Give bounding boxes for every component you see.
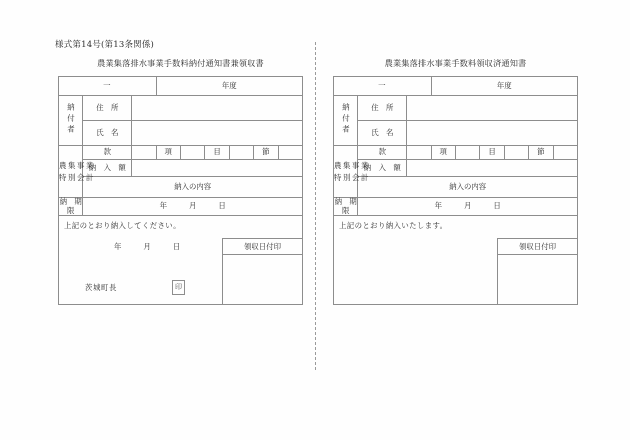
address-value[interactable] — [132, 96, 303, 121]
setsu-value[interactable] — [278, 146, 302, 160]
form-number: 様式第14号(第13条関係) — [55, 40, 155, 50]
table-row-notice — [334, 216, 578, 305]
kan-value[interactable] — [407, 146, 431, 160]
moku-value[interactable] — [504, 146, 528, 160]
receipt-date-stamp-box — [497, 238, 577, 305]
receipt-date-stamp-area[interactable] — [498, 255, 577, 306]
form-copy-payment-notice-receipt — [58, 58, 303, 305]
name-label: 氏 名 — [358, 121, 407, 146]
table-row-due-date — [334, 198, 578, 216]
table-row-name — [59, 121, 303, 146]
table-row-budget-codes — [334, 146, 578, 160]
seal-icon: 印 — [172, 280, 185, 295]
ko-value[interactable] — [455, 146, 479, 160]
form-copy-payment-completed-notice — [333, 58, 578, 305]
account-label-cell: 農集事業 特別会計 — [334, 146, 358, 198]
table-row-notice — [59, 216, 303, 305]
notice-cell — [334, 216, 578, 305]
issue-year-label: 年 — [114, 242, 122, 252]
notice-cell — [59, 216, 303, 305]
form-title: 農業集落排水事業手数料領収済通知書 — [384, 58, 527, 68]
table-row-name — [334, 121, 578, 146]
address-value[interactable] — [407, 96, 578, 121]
account-label-cell: 農集事業 特別会計 — [59, 146, 83, 198]
amount-value[interactable] — [407, 160, 578, 177]
table-row-details — [334, 177, 578, 198]
due-month-label: 月 — [188, 201, 197, 211]
notice-text: 上記のとおり納入いたします。 — [339, 221, 448, 231]
due-date-value[interactable] — [83, 198, 303, 216]
ko-label: 項 — [431, 146, 455, 160]
due-day-label: 日 — [493, 201, 501, 211]
kan-label: 款 — [358, 146, 407, 160]
payer-label-cell: 納付者 — [334, 96, 358, 146]
table-row-budget-codes — [59, 146, 303, 160]
moku-value[interactable] — [229, 146, 253, 160]
dash-cell: 一 — [334, 77, 432, 96]
payer-label-cell: 納付者 — [59, 96, 83, 146]
table-row-fiscal-year — [59, 77, 303, 96]
address-label: 住 所 — [83, 96, 132, 121]
signer-name: 茨城町長 — [85, 283, 117, 293]
ko-value[interactable] — [180, 146, 204, 160]
setsu-label: 節 — [529, 146, 553, 160]
table-row-fiscal-year — [334, 77, 578, 96]
table-row-address — [334, 96, 578, 121]
receipt-date-stamp-label: 領収日付印 — [223, 239, 302, 255]
issue-date-line[interactable] — [114, 243, 180, 252]
address-label: 住 所 — [358, 96, 407, 121]
receipt-date-stamp-box — [222, 238, 302, 305]
receipt-date-stamp-label: 領収日付印 — [498, 239, 577, 255]
due-year-label: 年 — [434, 201, 442, 211]
kan-label: 款 — [83, 146, 132, 160]
issue-day-label: 日 — [172, 242, 181, 252]
name-label: 氏 名 — [83, 121, 132, 146]
form-table — [58, 76, 303, 305]
form-table — [333, 76, 578, 305]
due-date-label: 納 期 限 — [59, 197, 90, 215]
due-year-label: 年 — [159, 201, 167, 211]
table-row-address — [59, 96, 303, 121]
fiscal-year-cell: 年度 — [156, 77, 302, 96]
due-date-label: 納 期 限 — [334, 197, 365, 215]
name-value[interactable] — [407, 121, 578, 146]
amount-value[interactable] — [132, 160, 303, 177]
cut-line-divider — [315, 42, 316, 370]
form-title: 農業集落排水事業手数料納付通知書兼領収書 — [97, 58, 264, 68]
details-label: 納入の内容 — [358, 177, 578, 198]
issue-month-label: 月 — [143, 242, 151, 252]
setsu-label: 節 — [254, 146, 278, 160]
dash-cell: 一 — [59, 77, 157, 96]
table-row-amount — [334, 160, 578, 177]
moku-label: 目 — [480, 146, 504, 160]
fiscal-year-cell: 年度 — [431, 77, 577, 96]
table-row-amount — [59, 160, 303, 177]
kan-value[interactable] — [132, 146, 156, 160]
due-day-label: 日 — [218, 201, 226, 211]
table-row-details — [59, 177, 303, 198]
amount-label: 納 入 額 — [83, 160, 132, 177]
ko-label: 項 — [156, 146, 180, 160]
moku-label: 目 — [205, 146, 229, 160]
notice-box — [59, 216, 302, 304]
notice-box — [334, 216, 577, 304]
details-label: 納入の内容 — [83, 177, 303, 198]
amount-label: 納 入 額 — [358, 160, 407, 177]
due-date-value[interactable] — [358, 198, 578, 216]
due-month-label: 月 — [463, 201, 472, 211]
receipt-date-stamp-area[interactable] — [223, 255, 302, 306]
notice-text: 上記のとおり納入してください。 — [64, 221, 181, 231]
name-value[interactable] — [132, 121, 303, 146]
setsu-value[interactable] — [553, 146, 577, 160]
table-row-due-date — [59, 198, 303, 216]
